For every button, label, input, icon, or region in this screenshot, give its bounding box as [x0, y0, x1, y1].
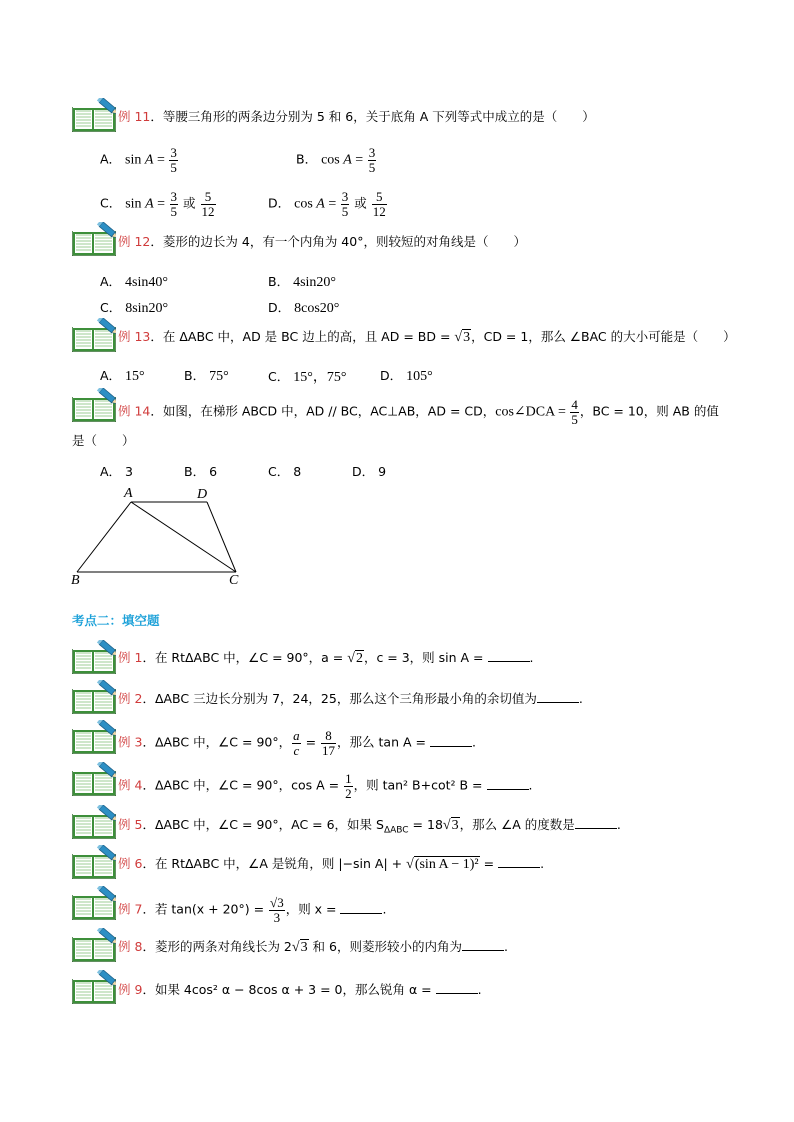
book-pencil-icon [72, 640, 116, 674]
question-label: 例 11 [118, 109, 151, 124]
vertex-label-c: C [229, 573, 239, 588]
option-d[interactable]: D． 105° [380, 368, 433, 384]
book-pencil-icon [72, 886, 116, 920]
option-c[interactable]: C． sin A = $\frac{3}{5}$ 或 $\frac{5}{12}$ [100, 189, 215, 219]
book-pencil-icon [72, 845, 116, 879]
answer-blank[interactable] [488, 651, 530, 662]
options-row [0, 366, 794, 388]
option-c[interactable]: C． 8 [268, 464, 302, 479]
vertex-label-a: A [124, 486, 133, 501]
question-label: 例 1 [118, 650, 143, 665]
option-a[interactable]: A． sin A = $\frac{3}{5}$ [100, 145, 177, 175]
vertex-label-b: B [71, 573, 80, 588]
question-label: 例 5 [118, 817, 143, 832]
options-row [0, 298, 794, 320]
question-label: 例 8 [118, 939, 143, 954]
book-pencil-icon [72, 970, 116, 1004]
option-d[interactable]: D． 8cos20° [268, 300, 340, 316]
segment-ac [131, 502, 236, 572]
option-b[interactable]: B． 75° [184, 368, 229, 384]
book-pencil-icon [72, 98, 116, 132]
book-pencil-icon [72, 805, 116, 839]
question-label: 例 14 [118, 403, 151, 419]
option-a[interactable]: A． 3 [100, 464, 133, 479]
fill-question-3: 例 3．ΔABC 中，∠C = 90°， $\frac{a}{c}$ = $\frac{8}{17}$ ，那么 tan A = . [118, 728, 476, 758]
question-text: ，BC = 10，则 AB 的值 [579, 403, 719, 419]
vertex-label-d: D [197, 487, 208, 502]
answer-blank[interactable] [430, 736, 472, 747]
question-label: 例 4 [118, 777, 143, 793]
options-row [0, 462, 794, 484]
book-pencil-icon [72, 318, 116, 352]
fill-question-1: 例 1．在 RtΔABC 中，∠C = 90°，a = √2，c = 3，则 sin A = . [118, 650, 534, 666]
trapezoid-figure [66, 484, 256, 588]
fill-question-9: 例 9．如果 4cos² α − 8cos α + 3 = 0，那么锐角 α = . [118, 982, 482, 997]
segment-dc [207, 502, 236, 572]
question-label: 例 3 [118, 734, 143, 750]
book-pencil-icon [72, 720, 116, 754]
book-pencil-icon [72, 222, 116, 256]
book-pencil-icon [72, 680, 116, 714]
question-label: 例 12 [118, 234, 151, 249]
segment-ab [77, 502, 131, 572]
section-title: 考点二：填空题 [72, 613, 160, 628]
sqrt-3: √3 [454, 330, 471, 345]
book-pencil-icon [72, 388, 116, 422]
answer-blank[interactable] [575, 818, 617, 829]
option-d[interactable]: D． 9 [352, 464, 387, 479]
answer-blank[interactable] [487, 779, 529, 790]
fill-question-5: 例 5．ΔABC 中，∠C = 90°，AC = 6，如果 $S_{\Delta ABC} = 18√3$，那么 ∠A 的度数是 . [118, 817, 621, 836]
option-b[interactable]: B． 6 [184, 464, 218, 479]
question-14: 例 14．如图，在梯形 ABCD 中，AD // BC，AC⊥AB，AD = CD，cos∠DCA = $\frac{4}{5}$ ，BC = 10，则 AB 的值 [118, 397, 719, 427]
answer-blank[interactable] [462, 940, 504, 951]
question-label: 例 2 [118, 691, 143, 706]
answer-blank[interactable] [436, 983, 478, 994]
option-c[interactable]: C． 8sin20° [100, 300, 169, 316]
question-text: ．如图，在梯形 ABCD 中，AD // BC，AC⊥AB，AD = CD， [150, 403, 496, 419]
answer-blank[interactable] [537, 692, 579, 703]
fill-question-2: 例 2．ΔABC 三边长分别为 7，24，25，那么这个三角形最小角的余切值为 . [118, 691, 583, 706]
question-14-continuation: 是（ ） [72, 433, 135, 448]
question-text: ．等腰三角形的两条边分别为 5 和 6，关于底角 A 下列等式中成立的是（ ） [150, 109, 595, 124]
option-b[interactable]: B． 4sin20° [268, 274, 336, 290]
answer-blank[interactable] [498, 857, 540, 868]
question-text: ．在 ΔABC 中，AD 是 BC 边上的高，且 AD = BD = [150, 329, 455, 344]
option-a[interactable]: A． 4sin40° [100, 274, 168, 290]
options-row [0, 145, 794, 175]
fill-question-4: 例 4．ΔABC 中，∠C = 90°，cos A = $\frac{1}{2}$ ，则 tan² B+cot² B = . [118, 771, 533, 801]
question-text: ，CD = 1，那么 ∠BAC 的大小可能是（ ） [471, 329, 736, 344]
option-a[interactable]: A． 15° [100, 368, 145, 384]
fill-question-6: 例 6．在 RtΔABC 中，∠A 是锐角，则 |−sin A| + √(sin A − 1)² = . [118, 856, 545, 872]
question-12 [118, 234, 526, 249]
fill-question-8: 例 8．菱形的两条对角线长为 2√3 和 6，则菱形较小的内角为 . [118, 939, 508, 955]
question-label: 例 9 [118, 982, 143, 997]
option-b[interactable]: B． cos A = $\frac{3}{5}$ [296, 145, 376, 175]
option-c[interactable]: C． 15°，75° [268, 369, 347, 385]
question-label: 例 6 [118, 856, 143, 871]
options-row [0, 189, 794, 219]
option-d[interactable]: D． cos A = $\frac{3}{5}$ 或 $\frac{5}{12}$ [268, 189, 386, 219]
options-row [0, 272, 794, 294]
book-pencil-icon [72, 762, 116, 796]
question-label: 例 13 [118, 329, 151, 344]
book-pencil-icon [72, 928, 116, 962]
question-11 [118, 109, 595, 124]
fill-question-7: 例 7．若 tan(x + 20°) = $\frac{√3}{3}$ ，则 x = . [118, 895, 387, 925]
question-label: 例 7 [118, 901, 143, 917]
question-text: ．菱形的边长为 4，有一个内角为 40°，则较短的对角线是（ ） [150, 234, 526, 249]
answer-blank[interactable] [340, 903, 382, 914]
question-13 [118, 329, 736, 347]
